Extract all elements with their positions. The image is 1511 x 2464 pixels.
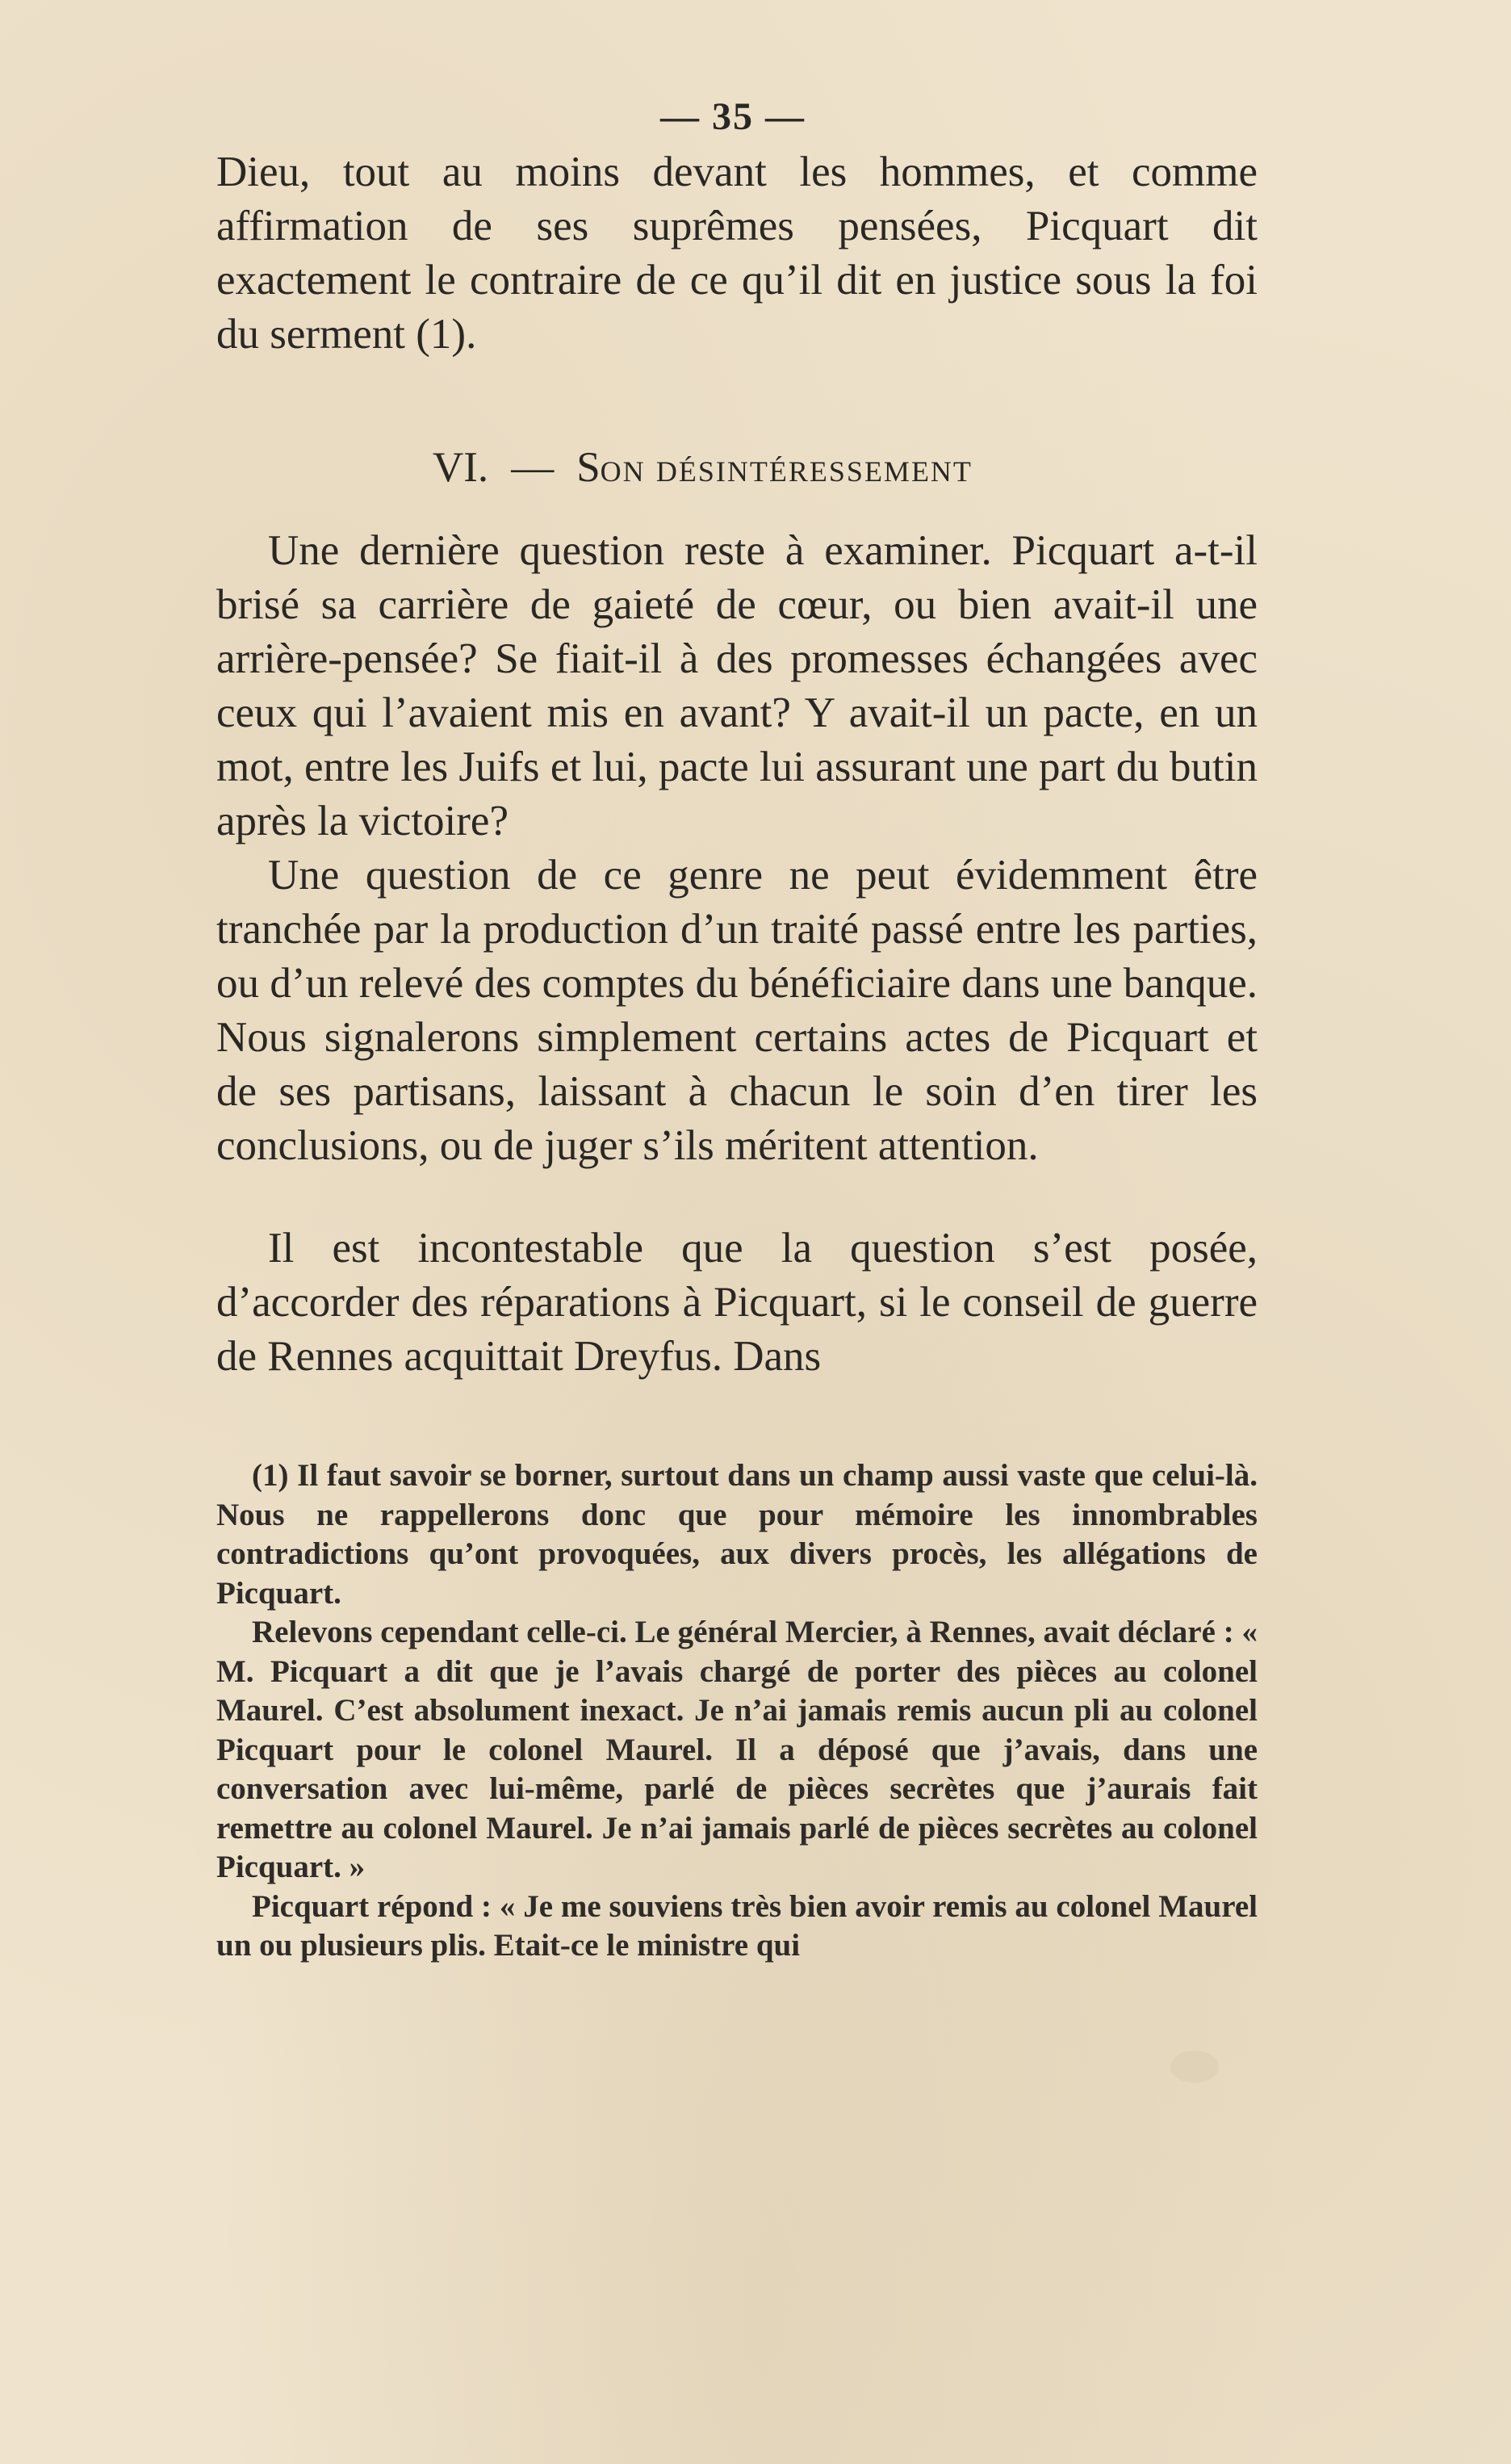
paragraph: Une question de ce genre ne peut évidemment être tranchée par la production d’un traité passé entre les parties, ou d’un relevé des comptes du bénéficiaire dans une banque. Nous signalerons simplement certains actes de Picquart et de ses partisans, laissant à chacun le soin d’en tirer les conclusions, ou de juger s’ils méritent attention. <box>216 852 1258 1169</box>
footnote: (1) Il faut savoir se borner, surtout dans un champ aussi vaste que celui-là. Nous ne rappellerons donc que pour mémoire les innombrables contradictions qu’ont provoquées, aux divers procès, les allégations de Picquart. <box>216 1458 1258 1611</box>
footnote: Relevons cependant celle-ci. Le général Mercier, à Rennes, avait déclaré : « M. Picquart a dit que je l’avais chargé de porter des pièces au colonel Maurel. C’est absolument inexact. Je n’ai jamais remis aucun pli au colonel Picquart pour le colonel Maurel. Il a déposé que j’avais, dans une conversation avec lui-même, parlé de pièces secrètes que j’aurais fait remettre au colonel Maurel. Je n’ai jamais parlé de pièces secrètes au colonel Picquart. » <box>216 1615 1258 1884</box>
book-page <box>216 89 1258 1966</box>
footnotes <box>216 1456 1258 1966</box>
section-title-initial: S <box>576 444 601 491</box>
section-dash: — <box>511 444 555 491</box>
section-number: VI. <box>433 444 489 491</box>
section-title-first-rest: ON <box>600 455 646 488</box>
paper-stain <box>1170 2051 1219 2083</box>
page-number: — 35 — <box>660 95 806 138</box>
footnote: Picquart répond : « Je me souviens très bien avoir remis au colonel Maurel un ou plusieurs plis. Etait-ce le ministre qui <box>216 1888 1258 1963</box>
paragraph: Une dernière question reste à examiner. Picquart a-t-il brisé sa carrière de gaieté de cœur, ou bien avait-il une arrière-pensée? Se fiait-il à des promesses échangées avec ceux qui l’avaient mis en avant? Y avait-il un pacte, en un mot, entre les Juifs et lui, pacte lui assurant une part du butin après la victoire? <box>216 527 1258 844</box>
paragraph: Il est incontestable que la question s’est posée, d’accorder des réparations à Picquart, si le conseil de guerre de Rennes acquittait Dreyfus. Dans <box>216 1225 1258 1380</box>
body-text <box>216 145 1258 1384</box>
section-heading <box>216 439 1258 500</box>
paragraph: Dieu, tout au moins devant les hommes, et comme affirmation de ses suprêmes pensées, Picquart dit exactement le contraire de ce qu’il dit en justice sous la foi du serment (1). <box>216 149 1258 358</box>
section-title-rest: DÉSINTÉRESSEMENT <box>655 455 973 488</box>
footnote-separator <box>216 1384 1258 1456</box>
